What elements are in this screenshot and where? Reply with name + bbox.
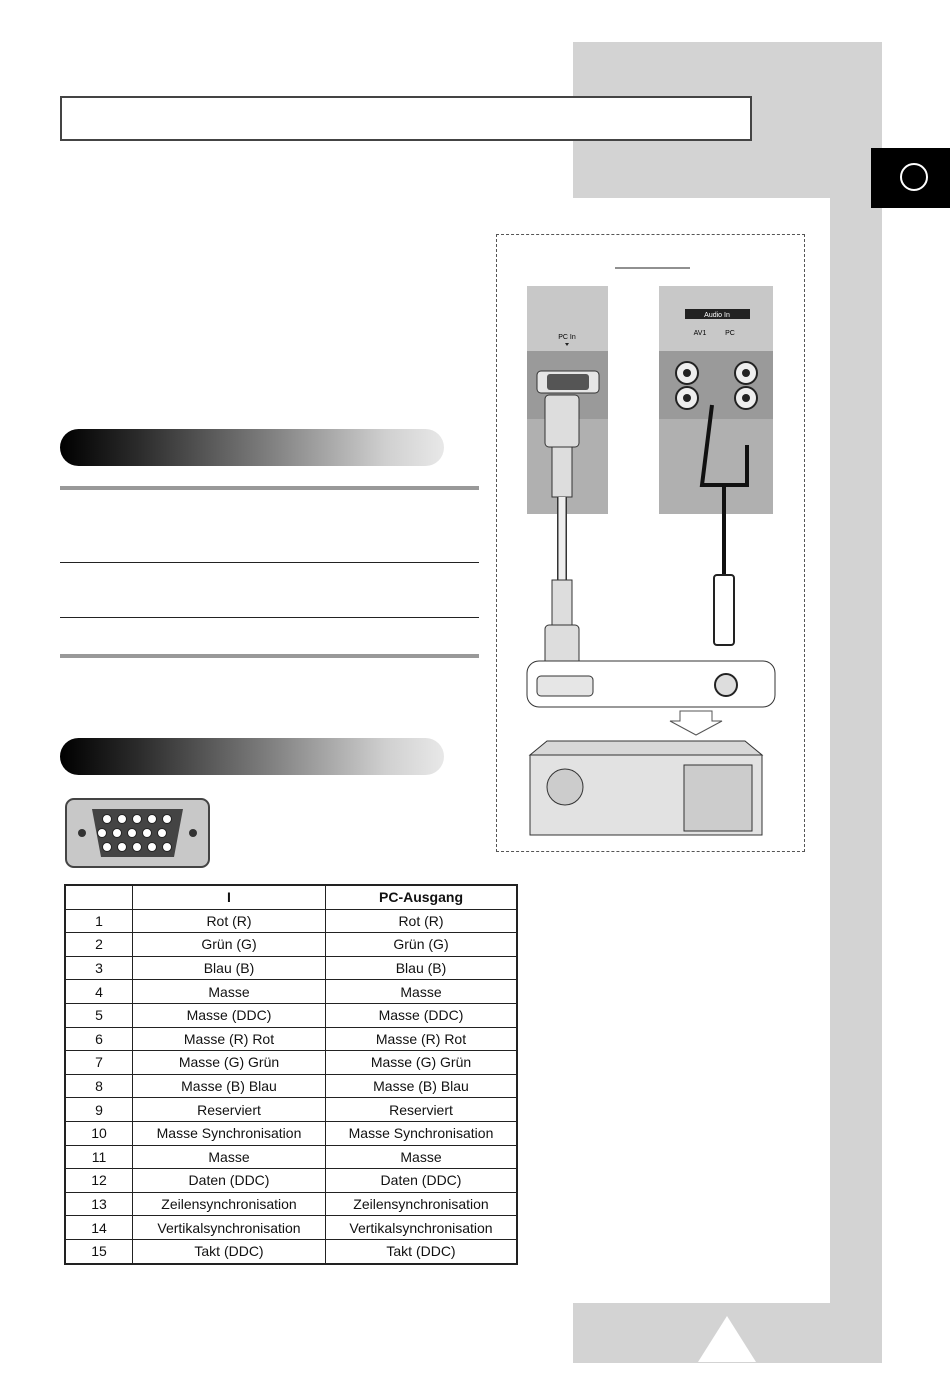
vga-15-pin-connector-icon xyxy=(64,797,211,874)
pin-number: 1 xyxy=(65,909,133,933)
tv-signal: Masse (B) Blau xyxy=(133,1074,326,1098)
pc-signal: Masse (R) Rot xyxy=(326,1027,518,1051)
header-tv: I xyxy=(133,885,326,909)
table-row xyxy=(65,1003,517,1027)
table-row xyxy=(65,956,517,980)
pc-in-label: PC In xyxy=(558,334,576,341)
tv-signal: Vertikalsynchronisation xyxy=(133,1216,326,1240)
section-header-bar-1 xyxy=(60,429,444,466)
header-pc-output: PC-Ausgang xyxy=(326,885,518,909)
pin-number: 13 xyxy=(65,1192,133,1216)
header-pin xyxy=(65,885,133,909)
pc-signal: Zeilensynchronisation xyxy=(326,1192,518,1216)
audio-in-label: Audio In xyxy=(704,312,730,319)
table-row xyxy=(65,1145,517,1169)
table-row xyxy=(65,1169,517,1193)
tv-signal: Zeilensynchronisation xyxy=(133,1192,326,1216)
table-row xyxy=(65,1074,517,1098)
pin-number: 15 xyxy=(65,1239,133,1263)
table-row xyxy=(65,980,517,1004)
pc-signal: Vertikalsynchronisation xyxy=(326,1216,518,1240)
tv-signal: Masse (DDC) xyxy=(133,1003,326,1027)
table-row xyxy=(65,1098,517,1122)
tv-signal: Blau (B) xyxy=(133,956,326,980)
pc-label: PC xyxy=(725,330,735,337)
tv-signal: Takt (DDC) xyxy=(133,1239,326,1263)
pc-to-tv-connection-illustration xyxy=(497,235,803,850)
tv-signal: Masse xyxy=(133,980,326,1004)
pin-number: 5 xyxy=(65,1003,133,1027)
pin-number: 11 xyxy=(65,1145,133,1169)
pin-number: 4 xyxy=(65,980,133,1004)
table-row xyxy=(65,909,517,933)
table-row xyxy=(65,1239,517,1263)
pc-signal: Reserviert xyxy=(326,1098,518,1122)
pc-signal: Rot (R) xyxy=(326,909,518,933)
pc-signal: Grün (G) xyxy=(326,933,518,957)
tv-signal: Reserviert xyxy=(133,1098,326,1122)
circle-icon xyxy=(900,163,928,191)
table-row xyxy=(65,1121,517,1145)
av1-label: AV1 xyxy=(693,330,707,337)
page-title-box xyxy=(60,96,752,141)
pin-assignment-table xyxy=(64,884,518,1265)
tv-signal: Masse (R) Rot xyxy=(133,1027,326,1051)
language-tab[interactable] xyxy=(871,148,950,208)
pin-number: 14 xyxy=(65,1216,133,1240)
pc-signal: Masse (G) Grün xyxy=(326,1051,518,1075)
tv-signal: Daten (DDC) xyxy=(133,1169,326,1193)
pin-number: 3 xyxy=(65,956,133,980)
pc-signal: Takt (DDC) xyxy=(326,1239,518,1263)
section-header-bar-2 xyxy=(60,738,444,775)
pin-number: 10 xyxy=(65,1121,133,1145)
pc-signal: Daten (DDC) xyxy=(326,1169,518,1193)
pin-number: 8 xyxy=(65,1074,133,1098)
pin-number: 9 xyxy=(65,1098,133,1122)
tv-signal: Masse Synchronisation xyxy=(133,1121,326,1145)
pin-number: 2 xyxy=(65,933,133,957)
tv-signal: Rot (R) xyxy=(133,909,326,933)
pc-signal: Masse (DDC) xyxy=(326,1003,518,1027)
table-row xyxy=(65,1027,517,1051)
pin-number: 12 xyxy=(65,1169,133,1193)
pc-signal: Blau (B) xyxy=(326,956,518,980)
tv-signal: Grün (G) xyxy=(133,933,326,957)
pc-signal: Masse xyxy=(326,1145,518,1169)
divider xyxy=(60,617,479,618)
pin-number: 6 xyxy=(65,1027,133,1051)
table-row xyxy=(65,1216,517,1240)
pc-signal: Masse Synchronisation xyxy=(326,1121,518,1145)
pc-signal: Masse (B) Blau xyxy=(326,1074,518,1098)
divider-bottom xyxy=(60,654,479,658)
connection-diagram xyxy=(496,234,805,852)
table-row xyxy=(65,933,517,957)
divider-top xyxy=(60,486,479,490)
pc-signal: Masse xyxy=(326,980,518,1004)
table-row xyxy=(65,1051,517,1075)
up-arrow-icon[interactable] xyxy=(698,1316,756,1367)
table-header-row xyxy=(65,885,517,909)
divider xyxy=(60,562,479,563)
tv-signal: Masse (G) Grün xyxy=(133,1051,326,1075)
tv-signal: Masse xyxy=(133,1145,326,1169)
table-row xyxy=(65,1192,517,1216)
pin-number: 7 xyxy=(65,1051,133,1075)
